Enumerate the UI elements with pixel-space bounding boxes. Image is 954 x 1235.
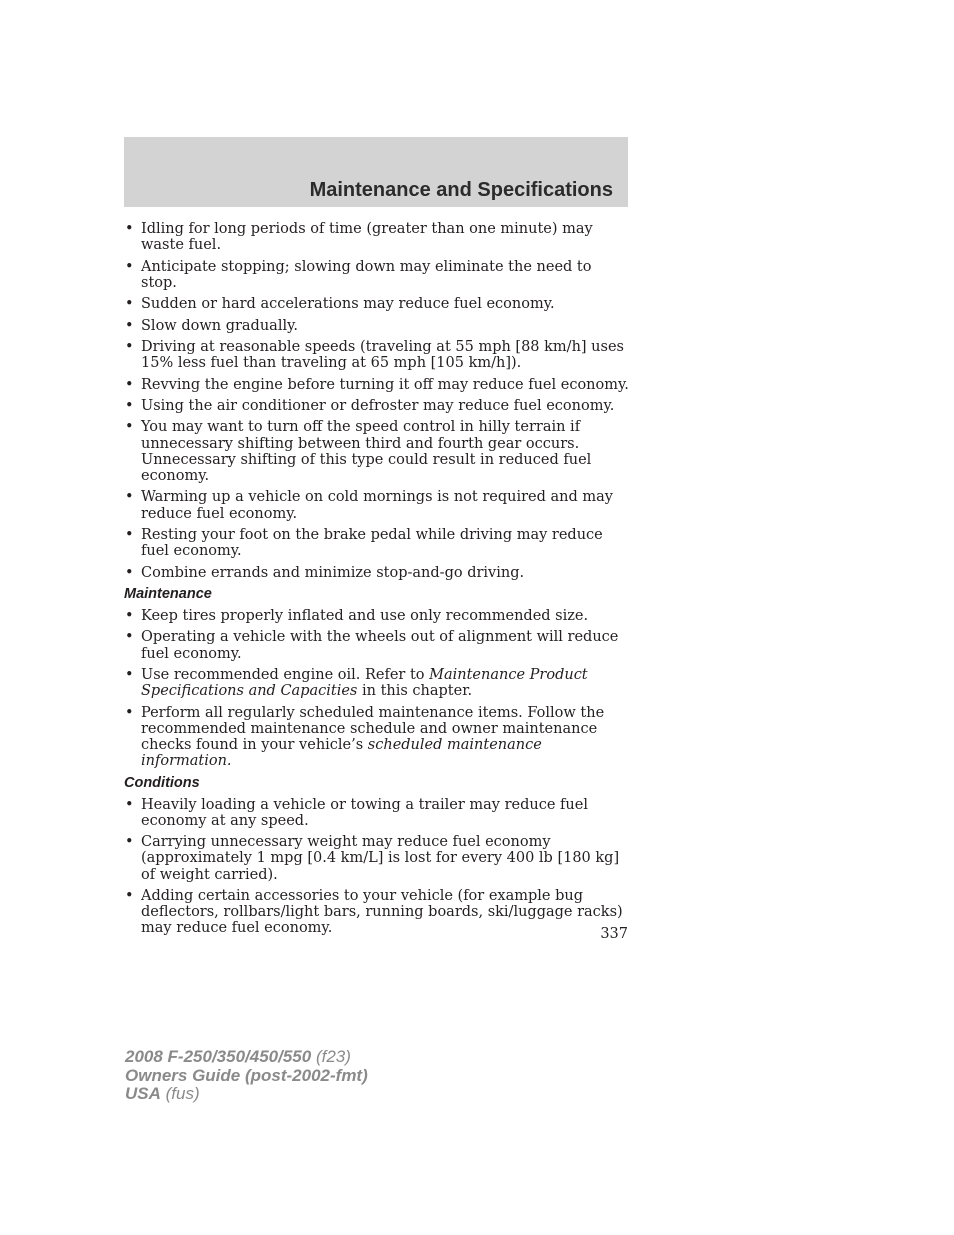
list-item	[124, 667, 630, 699]
list-item-text: in this chapter.	[357, 683, 473, 700]
document-footer	[125, 1048, 368, 1104]
page-content	[124, 221, 630, 942]
section-header-band	[124, 137, 628, 207]
chapter-reference: Maintenance Product Specifications and Capacities	[141, 666, 588, 700]
list-item: • Idling for long periods of time (greater than one minute) may waste fuel.	[124, 221, 630, 253]
list-item: • Driving at reasonable speeds (traveling at 55 mph [88 km/h] uses 15% less fuel than traveling at 65 mph [105 km/h]).	[124, 339, 630, 371]
list-item: • Keep tires properly inflated and use only recommended size.	[124, 608, 630, 624]
list-item: • Heavily loading a vehicle or towing a trailer may reduce fuel economy at any speed.	[124, 797, 630, 829]
list-item: • Operating a vehicle with the wheels out of alignment will reduce fuel economy.	[124, 629, 630, 661]
list-item: • Sudden or hard accelerations may reduce fuel economy.	[124, 296, 630, 312]
footer-line-market	[125, 1085, 368, 1104]
footer-market: USA	[125, 1084, 161, 1103]
list-item-text: Perform all regularly scheduled maintenance items. Follow the recommended maintenance schedule and owner maintenance checks found in your vehicle’s	[141, 704, 605, 753]
list-item: • Warming up a vehicle on cold mornings is not required and may reduce fuel economy.	[124, 489, 630, 521]
maintenance-list	[124, 608, 630, 769]
list-item-text: Use recommended engine oil. Refer to	[141, 666, 430, 683]
list-item: • Using the air conditioner or defroster may reduce fuel economy.	[124, 398, 630, 414]
list-item: • Anticipate stopping; slowing down may eliminate the need to stop.	[124, 259, 630, 291]
footer-line-guide	[125, 1067, 368, 1086]
list-item: • Combine errands and minimize stop-and-go driving.	[124, 565, 630, 581]
list-item: • Carrying unnecessary weight may reduce fuel economy (approximately 1 mpg [0.4 km/L] is lost for every 400 lb [180 kg] of weight carried).	[124, 834, 630, 883]
footer-model: 2008 F-250/350/450/550	[125, 1047, 312, 1066]
document-reference: scheduled maintenance information.	[141, 736, 542, 770]
conditions-list	[124, 797, 630, 937]
fuel-tips-list	[124, 221, 630, 581]
list-item: • Revving the engine before turning it off may reduce fuel economy.	[124, 377, 630, 393]
maintenance-heading: Maintenance	[124, 585, 212, 602]
list-item	[124, 705, 630, 770]
page-number: 337	[600, 926, 628, 942]
conditions-heading: Conditions	[124, 774, 200, 791]
footer-guide: Owners Guide (post-2002-fmt)	[125, 1065, 368, 1085]
list-item: • Adding certain accessories to your vehicle (for example bug deflectors, rollbars/light bars, running boards, ski/luggage racks) may reduce fuel economy.	[124, 888, 630, 937]
section-title: Maintenance and Specifications	[309, 179, 613, 201]
footer-market-code: (fus)	[160, 1084, 200, 1103]
list-item: • Slow down gradually.	[124, 318, 630, 334]
footer-line-model	[125, 1048, 368, 1067]
footer-model-code: (f23)	[311, 1047, 351, 1066]
list-item: • You may want to turn off the speed control in hilly terrain if unnecessary shifting between third and fourth gear occurs. Unnecessary shifting of this type could result in reduced fuel economy.	[124, 419, 630, 484]
list-item: • Resting your foot on the brake pedal while driving may reduce fuel economy.	[124, 527, 630, 559]
